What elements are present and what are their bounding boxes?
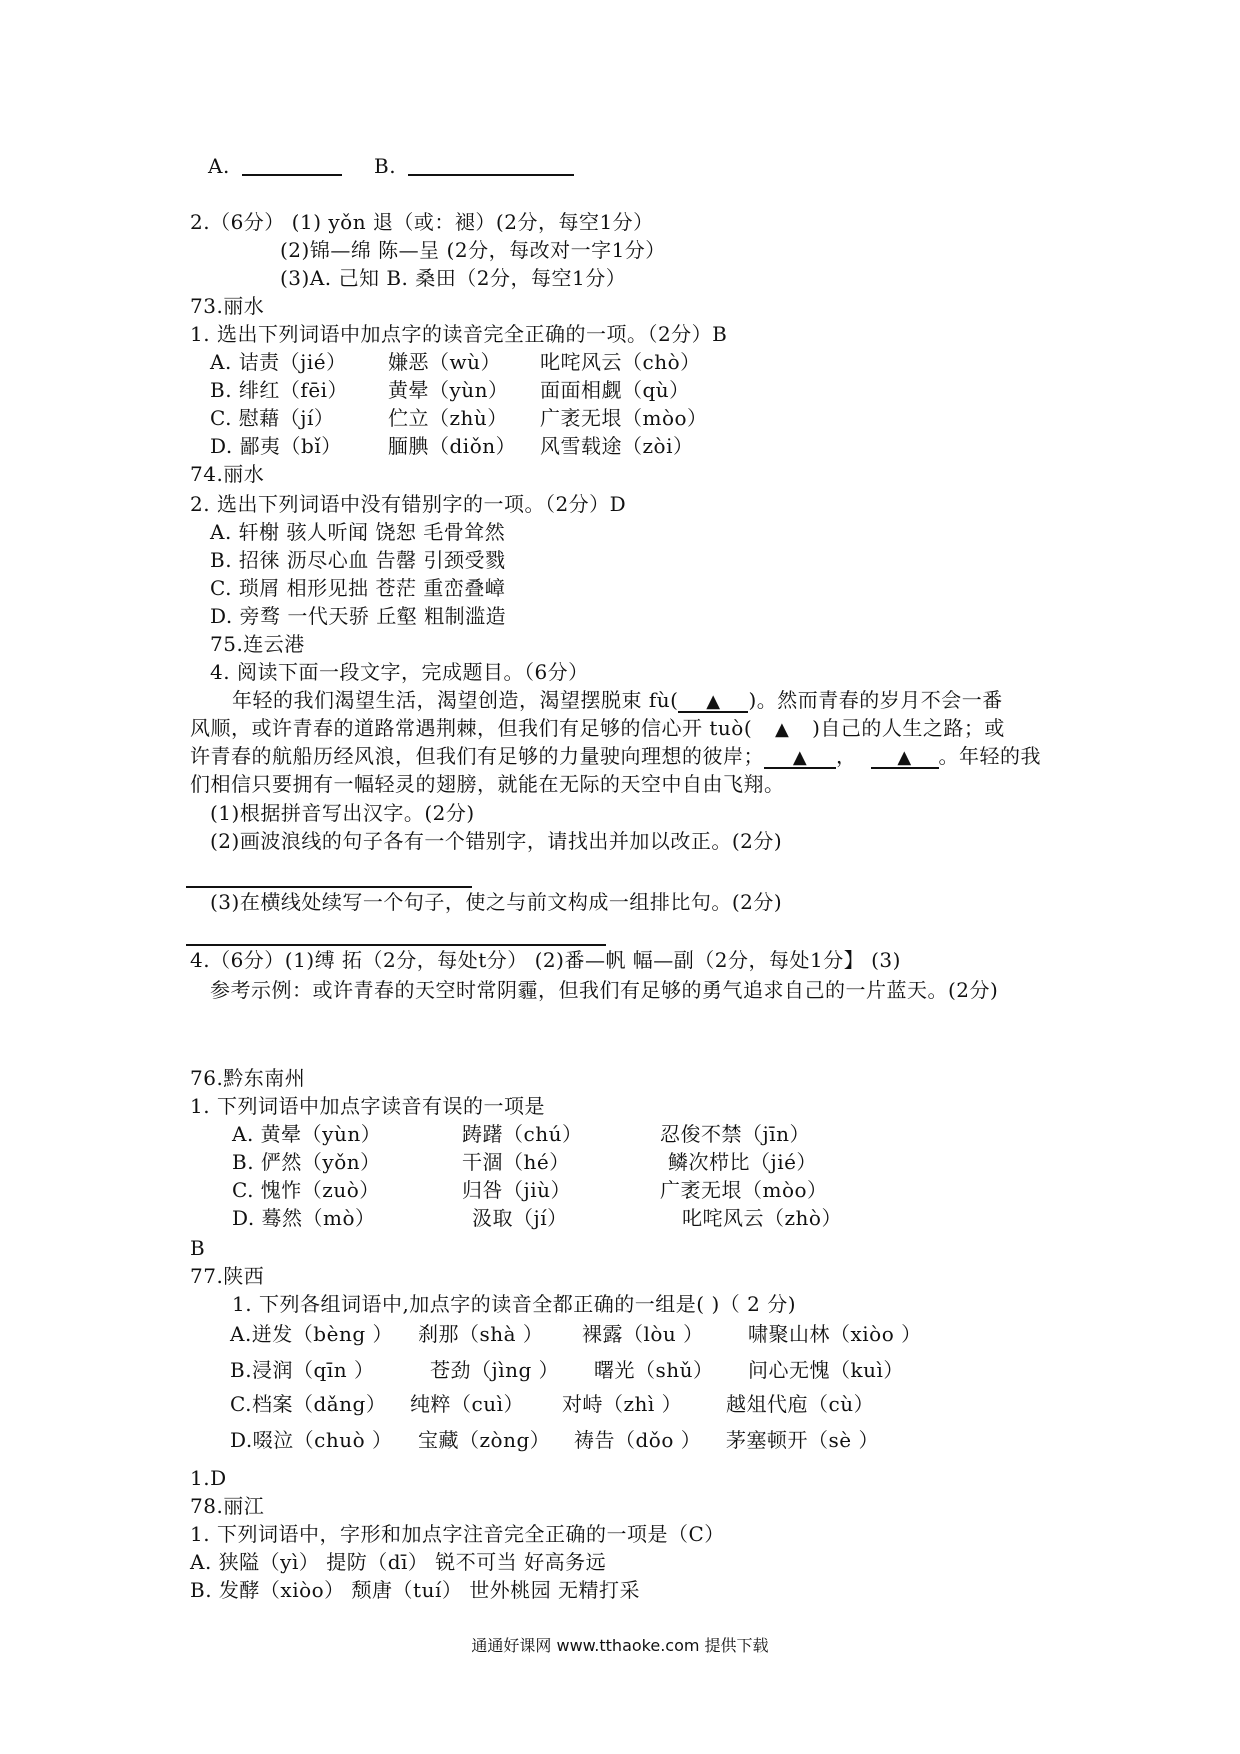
s73-option-b-1: B. 绯红（fēi） xyxy=(210,378,349,402)
s76-option-d-3: 叱咤风云（zhò） xyxy=(682,1206,842,1230)
s76-option-a-3: 忍俊不禁（jīn） xyxy=(660,1122,810,1146)
s77-option-d-2: 宝藏（zòng） xyxy=(418,1428,551,1452)
s77-option-c-3: 对峙（zhì ） xyxy=(562,1392,683,1416)
s73-option-c-1: C. 慰藉（jí） xyxy=(210,406,335,430)
section-76-title: 76.黔东南州 xyxy=(190,1066,306,1090)
s76-option-d-1: D. 蓦然（mò） xyxy=(232,1206,376,1230)
s76-option-b-3: 鳞次栉比（jié） xyxy=(668,1150,817,1174)
section-78-question: 1. 下列词语中，字形和加点字注音完全正确的一项是（C） xyxy=(190,1522,725,1546)
s77-option-b-3: 曙光（shǔ） xyxy=(594,1358,714,1382)
passage-line-3-text-c: 。年轻的我 xyxy=(938,744,1041,768)
s77-option-a-4: 啸聚山林（xiòo ） xyxy=(748,1322,922,1346)
s75-subquestion-2: (2)画波浪线的句子各有一个错别字，请找出并加以改正。(2分) xyxy=(210,829,783,853)
s76-option-c-1: C. 愧怍（zuò） xyxy=(232,1178,380,1202)
section-76-question: 1. 下列词语中加点字读音有误的一项是 xyxy=(190,1094,545,1118)
answer-line-2 xyxy=(186,944,606,946)
s73-option-b-3: 面面相觑（qù） xyxy=(540,378,690,402)
s73-option-c-3: 广袤无垠（mòo） xyxy=(540,406,708,430)
s73-option-d-2: 腼腆（diǒn） xyxy=(388,434,517,458)
section-73-question: 1. 选出下列词语中加点字的读音完全正确的一项。（2分）B xyxy=(190,322,728,346)
s73-option-a-1: A. 诘责（jié） xyxy=(210,350,347,374)
section-74-question: 2. 选出下列词语中没有错别字的一项。（2分）D xyxy=(190,492,627,516)
s75-answer-1: 4.（6分）(1)缚 拓（2分，每处t分） (2)番—帆 幅—副（2分，每处1分】 (3) xyxy=(190,948,901,972)
blank-triangle-2: ▲ xyxy=(774,719,790,740)
q2-answer-line-1: 2.（6分） (1) yǒn 退（或：褪）(2分，每空1分） xyxy=(190,210,654,234)
s75-answer-2: 参考示例：或许青春的天空时常阴霾，但我们有足够的勇气追求自己的一片蓝天。(2分) xyxy=(210,978,999,1002)
s77-answer: 1.D xyxy=(190,1466,227,1490)
s73-option-a-2: 嫌恶（wù） xyxy=(388,350,501,374)
s77-option-a-1: A.迸发（bèng ） xyxy=(230,1322,393,1346)
passage-line-2-text-b: )自己的人生之路；或 xyxy=(812,716,1005,740)
s77-option-b-1: B.浸润（qīn ） xyxy=(230,1358,375,1382)
s76-option-a-1: A. 黄晕（yùn） xyxy=(232,1122,382,1146)
s74-option-d: D. 旁骛 一代天骄 丘壑 粗制滥造 xyxy=(210,604,507,628)
answer-line-1 xyxy=(186,886,472,888)
s77-option-c-1: C.档案（dǎng） xyxy=(230,1392,387,1416)
passage-line-1-text-a: 年轻的我们渴望生活，渴望创造，渴望摆脱束 fù( xyxy=(232,688,679,712)
section-77-question: 1. 下列各组词语中,加点字的读音全都正确的一组是( )（ 2 分) xyxy=(232,1292,797,1316)
passage-line-1 xyxy=(232,690,1003,713)
s76-option-a-2: 踌躇（chú） xyxy=(462,1122,583,1146)
s77-option-b-4: 问心无愧（kuì） xyxy=(748,1358,904,1382)
s76-option-b-1: B. 俨然（yǒn） xyxy=(232,1150,381,1174)
section-75-title: 75.连云港 xyxy=(210,632,305,656)
s76-option-d-2: 汲取（jí） xyxy=(472,1206,568,1230)
passage-line-2 xyxy=(190,718,1005,739)
s73-option-b-2: 黄晕（yùn） xyxy=(388,378,509,402)
passage-line-2-text-a: 风顺，或许青春的道路常遇荆棘，但我们有足够的信心开 tuò( xyxy=(190,716,753,740)
s77-option-a-2: 刹那（shà ） xyxy=(418,1322,544,1346)
top-b-blank xyxy=(408,174,574,176)
blank-triangle-1: ▲ xyxy=(678,693,748,713)
s76-option-c-3: 广袤无垠（mòo） xyxy=(660,1178,828,1202)
passage-line-3 xyxy=(190,746,1041,769)
s77-option-d-3: 祷告（dǒo ） xyxy=(574,1428,702,1452)
top-a-label: A. xyxy=(208,154,230,178)
s77-option-d-1: D.啜泣（chuò ） xyxy=(230,1428,393,1452)
s73-option-c-2: 伫立（zhù） xyxy=(388,406,508,430)
section-73-title: 73.丽水 xyxy=(190,294,265,318)
section-78-title: 78.丽江 xyxy=(190,1494,265,1518)
q2-answer-line-3: (3)A. 己知 B. 桑田（2分，每空1分） xyxy=(280,266,627,290)
passage-line-3-text-b: ， xyxy=(836,744,857,768)
s74-option-a: A. 轩榭 骇人听闻 饶恕 毛骨耸然 xyxy=(210,520,506,544)
top-b-label: B. xyxy=(374,154,397,178)
s73-option-a-3: 叱咤风云（chò） xyxy=(540,350,701,374)
section-77-title: 77.陕西 xyxy=(190,1264,265,1288)
s75-subquestion-3: (3)在横线处续写一个句子，使之与前文构成一组排比句。(2分) xyxy=(210,890,783,914)
s77-option-a-3: 裸露（lòu ） xyxy=(582,1322,704,1346)
s76-option-c-2: 归咎（jiù） xyxy=(462,1178,571,1202)
s77-option-c-4: 越俎代庖（cù） xyxy=(726,1392,875,1416)
s78-option-a: A. 狭隘（yì） 提防（dī） 锐不可当 好高务远 xyxy=(190,1550,607,1574)
s73-option-d-1: D. 鄙夷（bǐ） xyxy=(210,434,342,458)
passage-line-3-text-a: 许青春的航船历经风浪，但我们有足够的力量驶向理想的彼岸； xyxy=(190,744,764,768)
s77-option-d-4: 茅塞顿开（sè ） xyxy=(726,1428,879,1452)
s78-option-b: B. 发酵（xiòo） 颓唐（tuí） 世外桃园 无精打采 xyxy=(190,1578,641,1602)
blank-triangle-3: ▲ xyxy=(764,749,836,769)
s76-option-b-2: 干涸（hé） xyxy=(462,1150,570,1174)
passage-line-4: 们相信只要拥有一幅轻灵的翅膀，就能在无际的天空中自由飞翔。 xyxy=(190,772,785,796)
top-a-blank xyxy=(242,174,342,176)
section-74-title: 74.丽水 xyxy=(190,462,265,486)
s74-option-c: C. 琐屑 相形见拙 苍茫 重峦叠嶂 xyxy=(210,576,506,600)
blank-triangle-4: ▲ xyxy=(871,749,939,769)
passage-line-1-text-b: )。然而青春的岁月不会一番 xyxy=(748,688,1003,712)
s77-option-b-2: 苍劲（jìng ） xyxy=(430,1358,560,1382)
s77-option-c-2: 纯粹（cuì） xyxy=(410,1392,524,1416)
q2-answer-line-2: (2)锦—绵 陈—呈 (2分，每改对一字1分） xyxy=(280,238,666,262)
s75-subquestion-1: (1)根据拼音写出汉字。(2分) xyxy=(210,801,475,825)
s74-option-b: B. 招徕 沥尽心血 告罄 引颈受戮 xyxy=(210,548,506,572)
s73-option-d-3: 风雪载途（zòi） xyxy=(540,434,694,458)
section-75-question: 4. 阅读下面一段文字，完成题目。（6分） xyxy=(210,660,589,684)
page-footer: 通通好课网 www.tthaoke.com 提供下载 xyxy=(471,1636,769,1655)
s76-answer: B xyxy=(190,1236,206,1260)
